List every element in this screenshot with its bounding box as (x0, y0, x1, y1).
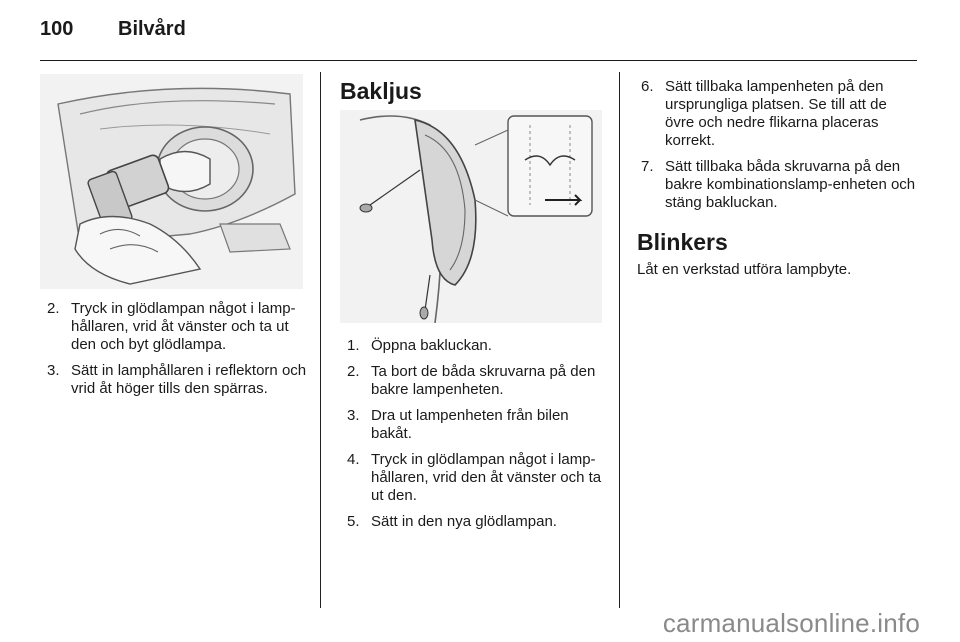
step-number: 2. (347, 363, 360, 380)
step-text: Dra ut lampenheten från bilen bakåt. (371, 407, 569, 442)
list-item (347, 513, 609, 531)
col1-steps (47, 300, 312, 406)
list-item (347, 451, 609, 505)
bulb-holder-illustration (40, 74, 303, 289)
column-divider (619, 72, 620, 608)
step-text: Tryck in glödlampan något i lamp-hållaren, vrid den åt vänster och ta ut den. (371, 451, 602, 504)
section-heading-blinkers: Blinkers (637, 229, 728, 255)
step-text: Öppna bakluckan. (371, 337, 492, 354)
col2-steps (347, 337, 609, 539)
list-item (641, 158, 916, 212)
list-item (347, 407, 609, 443)
step-number: 6. (641, 78, 654, 95)
step-text: Ta bort de båda skruvarna på den bakre lampenheten. (371, 363, 596, 398)
list-item (347, 337, 609, 355)
header-rule (40, 60, 917, 61)
list-item (47, 300, 312, 354)
step-number: 1. (347, 337, 360, 354)
list-item (47, 362, 312, 398)
watermark: carmanualsonline.info (662, 608, 920, 638)
col3-steps (641, 78, 916, 220)
rear-light-illustration (340, 110, 602, 323)
step-text: Sätt in den nya glödlampan. (371, 513, 557, 530)
step-number: 3. (47, 362, 60, 379)
step-number: 7. (641, 158, 654, 175)
step-text: Sätt tillbaka båda skruvarna på den bakre kombinationslamp-enheten och stäng bakluckan. (665, 158, 916, 211)
step-number: 5. (347, 513, 360, 530)
column-divider (320, 72, 321, 608)
section-heading-bakljus: Bakljus (340, 78, 422, 104)
step-number: 3. (347, 407, 360, 424)
blinkers-body: Låt en verkstad utföra lampbyte. (637, 261, 852, 278)
step-number: 2. (47, 300, 60, 317)
step-number: 4. (347, 451, 360, 468)
step-text: Tryck in glödlampan något i lamp-hållaren, vrid åt vänster och ta ut den och byt glödlampa. (71, 300, 296, 353)
step-text: Sätt in lamphållaren i reflektorn och vrid åt höger tills den spärras. (71, 362, 307, 397)
list-item (347, 363, 609, 399)
step-text: Sätt tillbaka lampenheten på den ursprungliga platsen. Se till att de övre och nedre flikarna placeras korrekt. (665, 78, 887, 149)
section-title: Bilvård (118, 18, 186, 40)
page-number: 100 (40, 18, 74, 40)
list-item (641, 78, 916, 150)
